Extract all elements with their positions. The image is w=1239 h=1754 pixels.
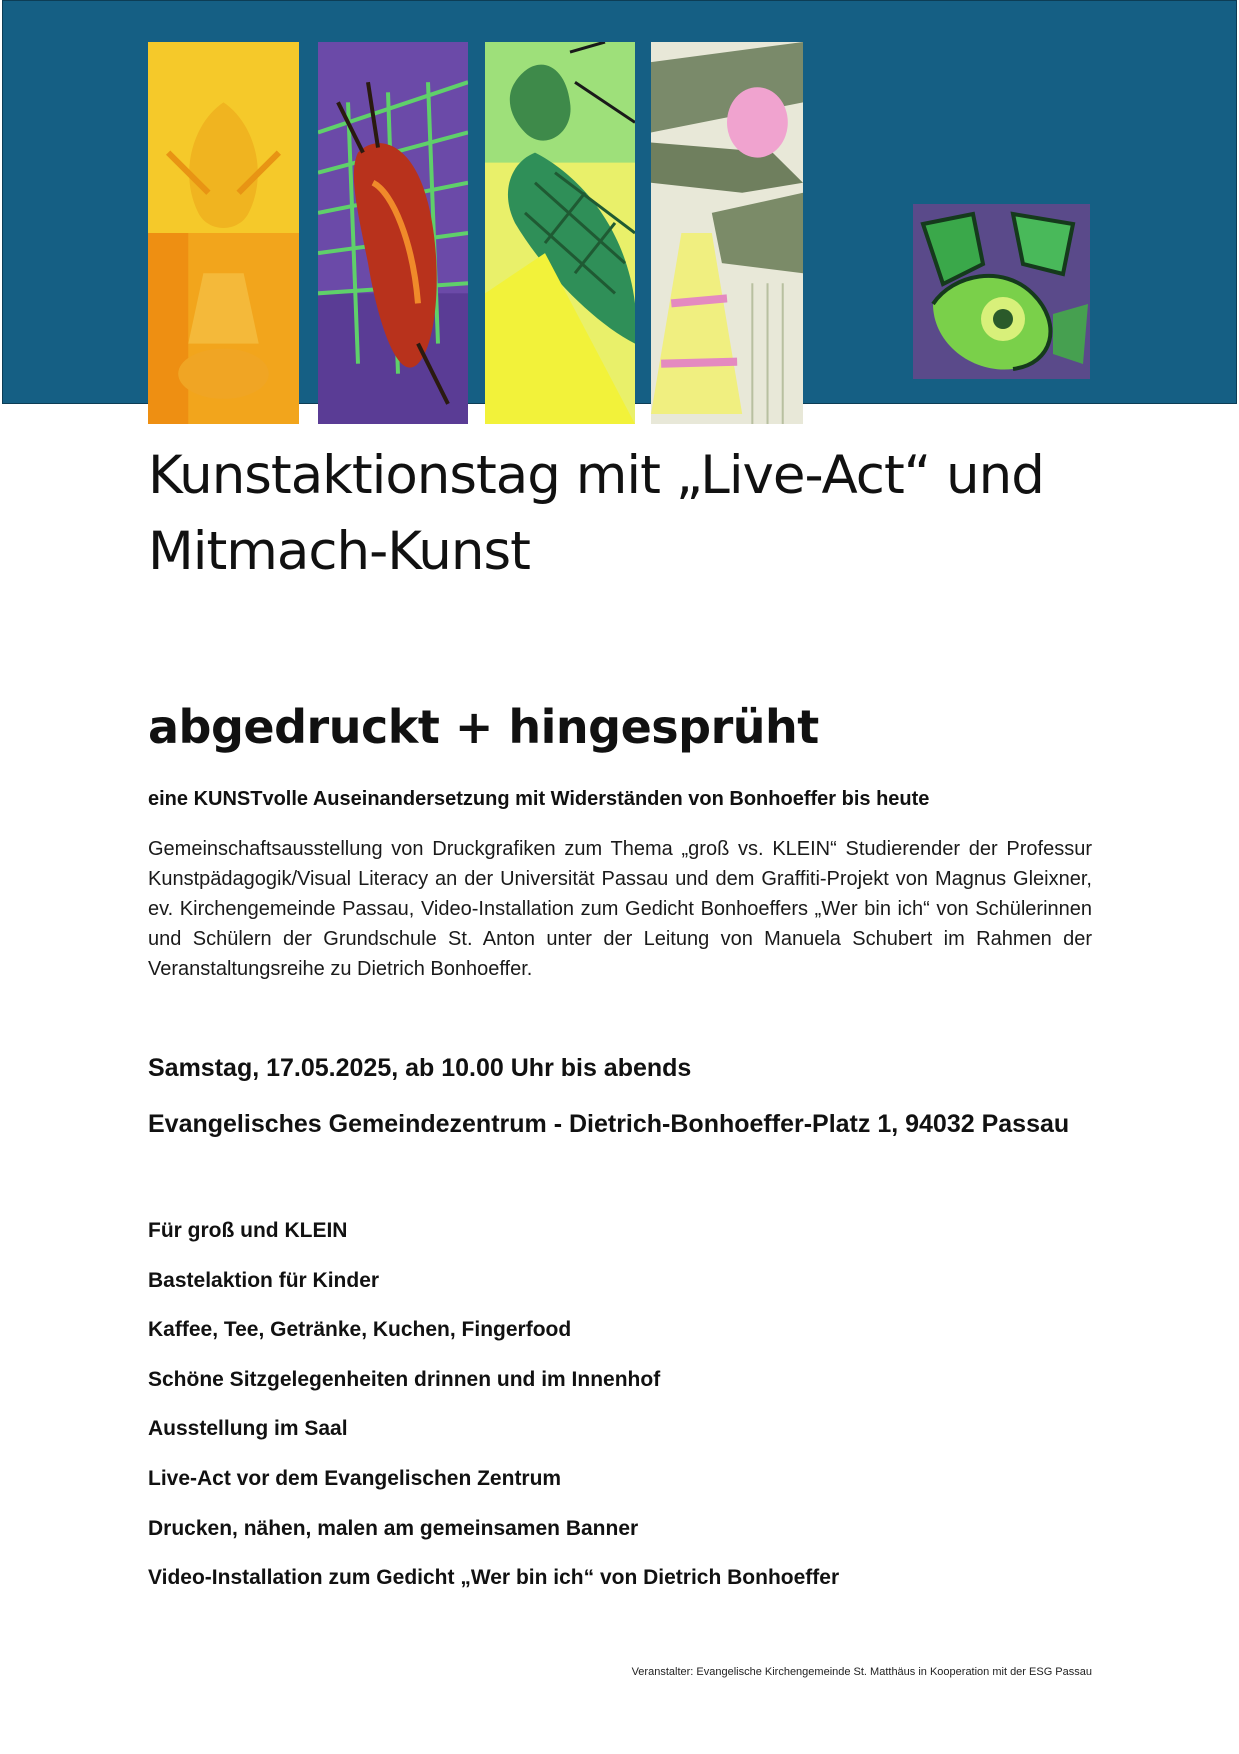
organizer-footer: Veranstalter: Evangelische Kirchengemeinde St. Matthäus in Kooperation mit der ESG Passau [631, 1666, 1092, 1678]
event-date: Samstag, 17.05.2025, ab 10.00 Uhr bis abends [148, 1054, 692, 1082]
feature-item: Für groß und KLEIN [148, 1219, 348, 1242]
green-insect-print [485, 42, 635, 424]
exhibition-subtitle: abgedruckt + hingesprüht [148, 700, 819, 754]
green-graffiti-print [913, 204, 1090, 379]
description-paragraph: Gemeinschaftsausstellung von Druckgrafiken zum Thema „groß vs. KLEIN“ Studierender der Professur Kunstpädagogik/Visual Literacy an der Universität Passau und dem Graffiti-Projekt von Magnus Gleixner, ev. Kirchengemeinde Passau, Video-Installation zum Gedicht Bonhoeffers „Wer bin ich“ von Schülerinnen und Schülern der Grundschule St. Anton unter der Leitung von Manuela Schubert im Rahmen der Veranstaltungsreihe zu Dietrich Bonhoeffer. [148, 838, 1092, 980]
traffic-cone-print [651, 42, 803, 424]
yellow-orange-insect-print [148, 42, 299, 424]
feature-item: Drucken, nähen, malen am gemeinsamen Banner [148, 1516, 639, 1540]
feature-item: Live-Act vor dem Evangelischen Zentrum [148, 1466, 562, 1490]
tagline: eine KUNSTvolle Auseinandersetzung mit Widerständen von Bonhoeffer bis heute [148, 788, 930, 810]
feature-item: Schöne Sitzgelegenheiten drinnen und im Innenhof [148, 1367, 661, 1391]
feature-item: Ausstellung im Saal [148, 1417, 348, 1441]
feature-item: Kaffee, Tee, Getränke, Kuchen, Fingerfood [148, 1318, 572, 1342]
feature-item: Video-Installation zum Gedicht „Wer bin ich“ von Dietrich Bonhoeffer [148, 1566, 840, 1590]
feature-item: Bastelaktion für Kinder [148, 1268, 380, 1292]
page-title: Kunstaktionstag mit „Live-Act“ und Mitmach-Kunst [148, 445, 1044, 582]
feature-list [148, 1218, 839, 1615]
purple-fly-print [318, 42, 468, 424]
event-location: Evangelisches Gemeindezentrum - Dietrich-Bonhoeffer-Platz 1, 94032 Passau [148, 1110, 1070, 1138]
